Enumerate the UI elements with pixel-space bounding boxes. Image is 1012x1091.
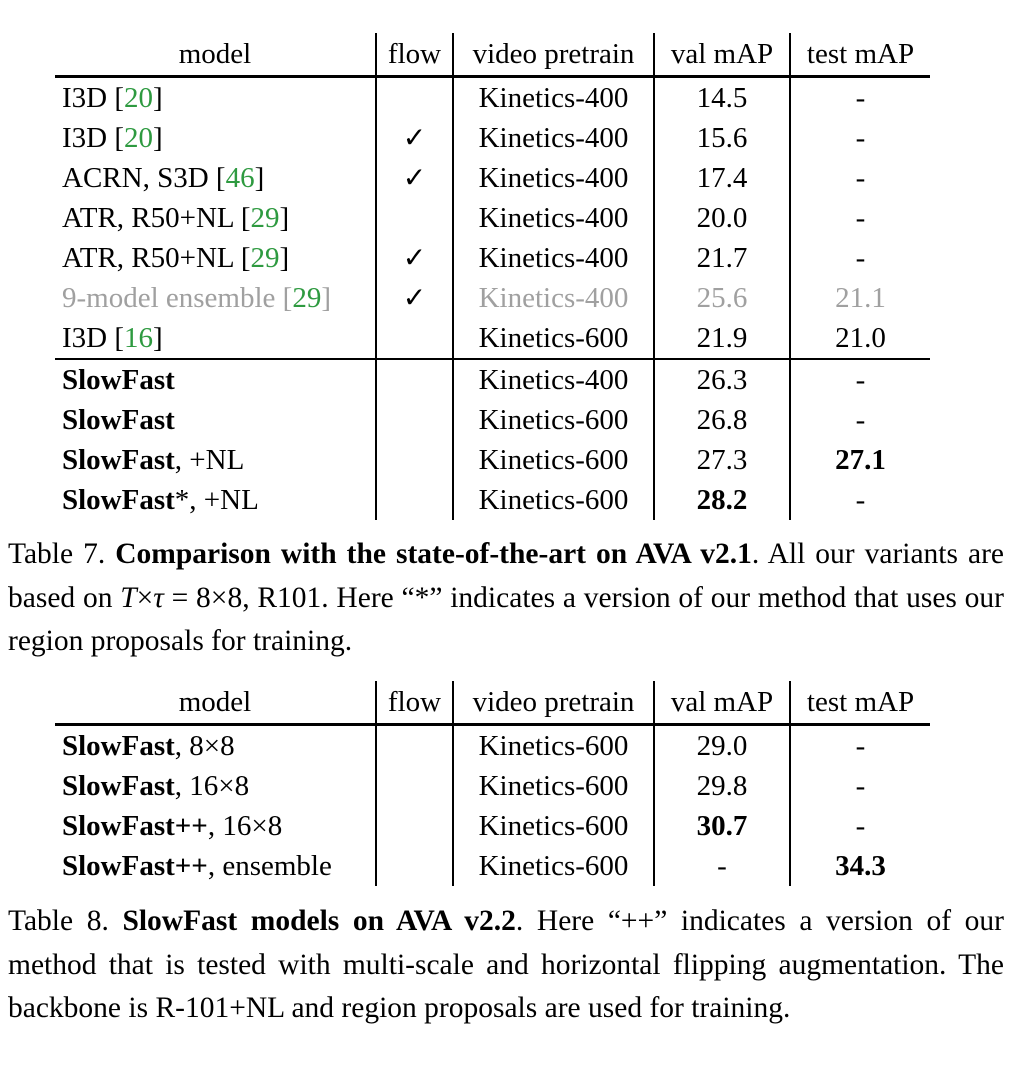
pretrain-cell: Kinetics-400 <box>452 158 653 198</box>
flow-cell <box>375 360 452 400</box>
model-name: I3D <box>62 122 115 154</box>
checkmark-icon: ✓ <box>402 161 427 194</box>
table-row <box>55 238 930 278</box>
pretrain-cell: Kinetics-400 <box>452 278 653 318</box>
model-cell <box>55 440 375 480</box>
test-map-cell: - <box>789 400 930 440</box>
test-map-cell: - <box>789 118 930 158</box>
model-cell: I3D [20] <box>62 122 163 154</box>
caption-text: Comparison with the state-of-the-art on AVA v2.1 <box>115 538 752 570</box>
model-name: ATR, R50+NL <box>62 242 241 274</box>
model-name: ACRN, S3D <box>62 162 216 194</box>
model-name: SlowFast++ <box>62 850 208 882</box>
pretrain-cell: Kinetics-400 <box>452 238 653 278</box>
pretrain-cell: Kinetics-600 <box>452 766 653 806</box>
test-map-cell: 27.1 <box>789 440 930 480</box>
flow-cell <box>375 400 452 440</box>
val-map-cell: 20.0 <box>653 198 789 238</box>
model-cell: ATR, R50+NL [29] <box>62 202 290 234</box>
caption-text: T <box>120 581 137 614</box>
model-cell <box>55 766 375 806</box>
test-map-cell: 21.0 <box>789 318 930 358</box>
column-header: val mAP <box>653 33 789 75</box>
model-cell: I3D [16] <box>62 322 163 354</box>
table-header-row <box>55 681 930 726</box>
table7-caption <box>8 533 1004 664</box>
model-name: SlowFast <box>62 770 175 802</box>
test-map-cell: - <box>789 766 930 806</box>
pretrain-cell: Kinetics-600 <box>452 846 653 886</box>
flow-cell <box>375 118 452 158</box>
test-map-cell: - <box>789 78 930 118</box>
table-header-row <box>55 33 930 78</box>
flow-cell <box>375 806 452 846</box>
model-cell: I3D [20] <box>62 82 163 114</box>
table-row <box>55 480 930 520</box>
val-map-cell: 15.6 <box>653 118 789 158</box>
citation-number: 16 <box>124 322 154 354</box>
caption-text: Table 8. <box>8 905 123 937</box>
model-name: SlowFast <box>62 444 175 476</box>
model-name: , 16×8 <box>207 810 283 842</box>
caption-text: = 8×8, R101. Here “*” indicates a version of our method that uses our region proposals for training. <box>8 581 1005 657</box>
column-header: test mAP <box>789 33 930 75</box>
column-header: model <box>178 38 252 70</box>
model-cell: ATR, R50+NL [29] <box>62 242 290 274</box>
pretrain-cell: Kinetics-600 <box>452 318 653 358</box>
flow-cell <box>375 198 452 238</box>
column-header: video pretrain <box>452 33 653 75</box>
val-map-cell: 29.8 <box>653 766 789 806</box>
ava-v22-slowfast-table <box>55 681 930 886</box>
column-header: video pretrain <box>452 681 653 723</box>
caption-text: SlowFast models on AVA v2.2 <box>122 905 516 937</box>
table-row <box>55 358 930 400</box>
table-row <box>55 806 930 846</box>
table-row <box>55 766 930 806</box>
model-name: SlowFast <box>62 364 175 396</box>
flow-cell <box>375 318 452 358</box>
column-header: val mAP <box>653 681 789 723</box>
pretrain-cell: Kinetics-600 <box>452 440 653 480</box>
test-map-cell: 21.1 <box>789 278 930 318</box>
model-name: , ensemble <box>207 850 332 882</box>
model-cell <box>55 360 375 400</box>
model-cell: ACRN, S3D [46] <box>62 162 265 194</box>
test-map-cell: 34.3 <box>789 846 930 886</box>
test-map-cell: - <box>789 238 930 278</box>
checkmark-icon: ✓ <box>402 121 427 154</box>
model-name: I3D <box>62 82 115 114</box>
model-name: *, +NL <box>174 484 259 516</box>
val-map-cell: - <box>653 846 789 886</box>
model-name: I3D <box>62 322 115 354</box>
model-name: , 16×8 <box>174 770 250 802</box>
column-header: model <box>178 686 252 718</box>
citation-number: 20 <box>124 82 154 114</box>
pretrain-cell: Kinetics-400 <box>452 360 653 400</box>
model-cell: 9-model ensemble [29] <box>62 282 332 314</box>
citation-number: 20 <box>124 122 154 154</box>
table-row <box>55 158 930 198</box>
column-header: flow <box>375 681 452 723</box>
table-row <box>55 318 930 358</box>
table-row <box>55 400 930 440</box>
pretrain-cell: Kinetics-600 <box>452 806 653 846</box>
model-name: ATR, R50+NL <box>62 202 241 234</box>
model-name: , 8×8 <box>174 730 235 762</box>
model-cell <box>55 400 375 440</box>
checkmark-icon: ✓ <box>402 281 427 314</box>
model-name: SlowFast <box>62 404 175 436</box>
caption-text: . Here “++” indicates a version of our method that is tested with multi-scale and horizontal flipping augmentation. The backbone is R-101+NL and region proposals are used for training. <box>8 905 1004 1024</box>
column-header: flow <box>375 33 452 75</box>
test-map-cell: - <box>789 198 930 238</box>
table-row <box>55 198 930 238</box>
caption-text: . All our variants are based on <box>8 538 1004 614</box>
checkmark-icon: ✓ <box>402 241 427 274</box>
pretrain-cell: Kinetics-600 <box>452 400 653 440</box>
flow-cell <box>375 480 452 520</box>
column-header: test mAP <box>789 681 930 723</box>
pretrain-cell: Kinetics-400 <box>452 118 653 158</box>
citation-number: 29 <box>250 202 280 234</box>
val-map-cell: 14.5 <box>653 78 789 118</box>
model-name: SlowFast++ <box>62 810 208 842</box>
pretrain-cell: Kinetics-400 <box>452 78 653 118</box>
table-row <box>55 78 930 118</box>
flow-cell <box>375 440 452 480</box>
model-name: SlowFast <box>62 484 175 516</box>
citation-number: 29 <box>250 242 280 274</box>
table-row <box>55 846 930 886</box>
table-row <box>55 440 930 480</box>
flow-cell <box>375 726 452 766</box>
model-name: 9-model ensemble <box>62 282 283 314</box>
val-map-cell: 17.4 <box>653 158 789 198</box>
test-map-cell: - <box>789 726 930 766</box>
table-row <box>55 118 930 158</box>
val-map-cell: 28.2 <box>653 480 789 520</box>
test-map-cell: - <box>789 360 930 400</box>
val-map-cell: 26.3 <box>653 360 789 400</box>
caption-text: Table 7. <box>8 538 116 570</box>
flow-cell <box>375 78 452 118</box>
table8-caption <box>8 900 1004 1031</box>
caption-text: × <box>136 581 154 614</box>
model-cell <box>55 846 375 886</box>
val-map-cell: 29.0 <box>653 726 789 766</box>
val-map-cell: 26.8 <box>653 400 789 440</box>
ava-v21-comparison-table <box>55 33 930 520</box>
model-cell <box>55 726 375 766</box>
test-map-cell: - <box>789 158 930 198</box>
table-row <box>55 278 930 318</box>
model-name: , +NL <box>174 444 245 476</box>
val-map-cell: 25.6 <box>653 278 789 318</box>
table-row <box>55 726 930 766</box>
val-map-cell: 27.3 <box>653 440 789 480</box>
flow-cell <box>375 238 452 278</box>
flow-cell <box>375 278 452 318</box>
citation-number: 29 <box>292 282 322 314</box>
test-map-cell: - <box>789 480 930 520</box>
pretrain-cell: Kinetics-400 <box>452 198 653 238</box>
flow-cell <box>375 766 452 806</box>
pretrain-cell: Kinetics-600 <box>452 480 653 520</box>
val-map-cell: 21.9 <box>653 318 789 358</box>
caption-text: τ <box>153 581 164 614</box>
model-cell <box>55 480 375 520</box>
test-map-cell: - <box>789 806 930 846</box>
citation-number: 46 <box>225 162 255 194</box>
model-name: SlowFast <box>62 730 175 762</box>
val-map-cell: 30.7 <box>653 806 789 846</box>
val-map-cell: 21.7 <box>653 238 789 278</box>
pretrain-cell: Kinetics-600 <box>452 726 653 766</box>
model-cell <box>55 806 375 846</box>
flow-cell <box>375 846 452 886</box>
flow-cell <box>375 158 452 198</box>
